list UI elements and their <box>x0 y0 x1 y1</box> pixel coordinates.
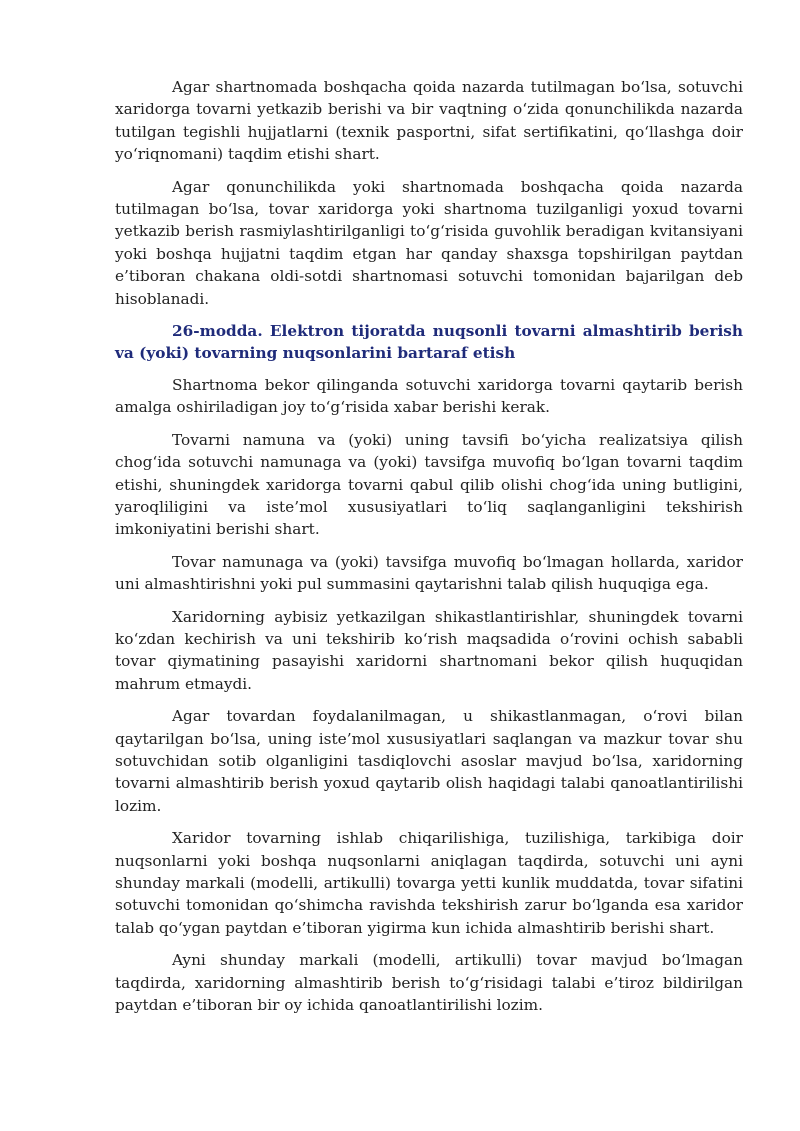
paragraph-unavailable-model: Ayni shunday markali (modelli, artikulli) tovar mavjud bo‘lmagan taqdirda, xaridorning almashtirib berish to‘g‘risidagi talabi e’tiroz bildirilgan paytdan e’tiboran bir oy ichida qanoatlantirilishi lozim. <box>115 951 743 1015</box>
paragraph-return-place: Shartnoma bekor qilinganda sotuvchi xaridorga tovarni qaytarib berish amalga oshiriladigan joy to‘g‘risida xabar berishi kerak. <box>115 375 743 417</box>
paragraph-exchange-conditions: Agar tovardan foydalanilmagan, u shikastlanmagan, o‘rovi bilan qaytarilgan bo‘lsa, uning iste’mol xususiyatlari saqlangan va mazkur tovar shu sotuvchidan sotib olganligini tasdiqlovchi asoslar mavjud bo‘lsa, xaridorning tovarni almashtirib berish yoxud qaytarib olish haqidagi talabi qanoatlantirilishi lozim. <box>115 707 743 815</box>
paragraph-document-delivery: Agar shartnomada boshqacha qoida nazarda tutilmagan bo‘lsa, sotuvchi xaridorga tovarni yetkazib berishi va bir vaqtning o‘zida qonunchilikda nazarda tutilgan tegishli hujjatlarni (texnik pasportni, sifat sertifikatini, qo‘llashga doir yo‘riqnomani) taqdim etishi shart. <box>115 78 743 164</box>
paragraph-damage-inspection: Xaridorning aybisiz yetkazilgan shikastlantirishlar, shuningdek tovarni ko‘zdan kechirish va uni tekshirib ko‘rish maqsadida o‘rovini ochish sababli tovar qiymatining pasayishi xaridorni shartnomani bekor qilish huquqidan mahrum etmaydi. <box>115 607 743 693</box>
document-page <box>115 76 743 1026</box>
paragraph-contract-fulfilled: Agar qonunchilikda yoki shartnomada boshqacha qoida nazarda tutilmagan bo‘lsa, tovar xaridorga yoki shartnoma tuzilganligi yoxud tovarni yetkazib berish rasmiylashtirilganligi to‘g‘risida guvohlik beradigan kvitansiyani yoki boshqa hujjatni taqdim etgan har qanday shaxsga topshirilgan paytdan e’tiboran chakana oldi-sotdi shartnomasi sotuvchi tomonidan bajarilgan deb hisoblanadi. <box>115 177 743 308</box>
paragraph-defect-replacement: Xaridor tovarning ishlab chiqarilishiga, tuzilishiga, tarkibiga doir nuqsonlarni yoki boshqa nuqsonlarni aniqlagan taqdirda, sotuvchi uni ayni shunday markali (modelli, artikulli) tovarga yetti kunlik muddatda, tovar sifatini sotuvchi tomonidan qo‘shimcha ravishda tekshirish zarur bo‘lganda esa xaridor talab qo‘ygan paytdan e’tiboran yigirma kun ichida almashtirib berishi shart. <box>115 829 743 937</box>
paragraph-nonconformity: Tovar namunaga va (yoki) tavsifga muvofiq bo‘lmagan hollarda, xaridor uni almashtirishni yoki pul summasini qaytarishni talab qilish huquqiga ega. <box>115 552 743 594</box>
paragraph-sample-sale: Tovarni namuna va (yoki) uning tavsifi bo‘yicha realizatsiya qilish chog‘ida sotuvchi namunaga va (yoki) tavsifga muvofiq bo‘lgan tovarni taqdim etishi, shuningdek xaridorga tovarni qabul qilib olishi chog‘ida uning butligini, yaroqliligini va iste’mol xususiyatlari to‘liq saqlanganligini tekshirish imkoniyatini berishi shart. <box>115 430 743 539</box>
article-heading: 26-modda. Elektron tijoratda nuqsonli tovarni almashtirib berish va (yoki) tovarning nuqsonlarini bartaraf etish <box>115 322 743 363</box>
